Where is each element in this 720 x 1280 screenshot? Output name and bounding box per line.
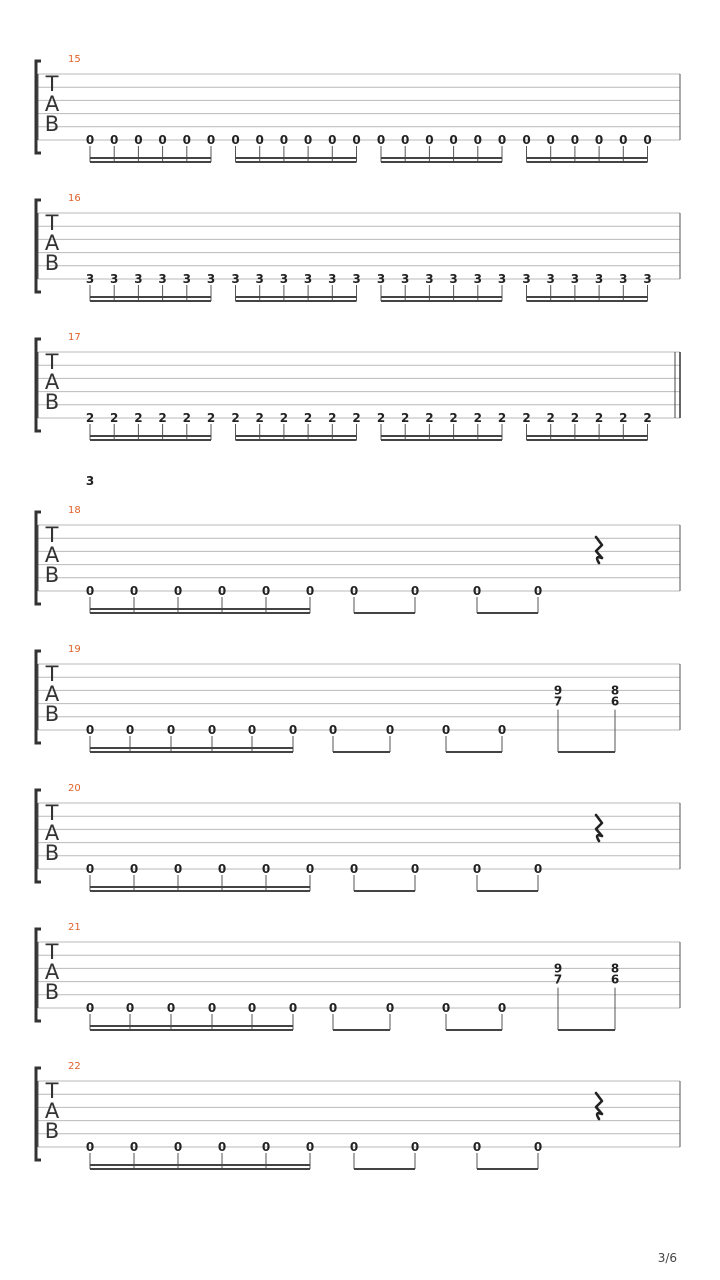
fret-number: 0 <box>533 1140 543 1154</box>
fret-number: 0 <box>255 133 264 147</box>
fret-number: 0 <box>546 133 555 147</box>
tab-clef-letter: T <box>45 801 59 825</box>
fret-number: 3 <box>158 272 167 286</box>
fret-number: 0 <box>85 862 95 876</box>
fret-number: 0 <box>441 723 451 737</box>
fret-number: 0 <box>349 862 359 876</box>
fret-number: 0 <box>207 1001 217 1015</box>
fret-number: 0 <box>533 584 543 598</box>
fret-number: 0 <box>497 133 507 147</box>
fret-number: 2 <box>619 411 628 425</box>
measure-number: 19 <box>68 644 81 655</box>
fret-number: 3 <box>303 272 313 286</box>
fret-number: 3 <box>497 272 507 286</box>
fret-number: 2 <box>643 411 652 425</box>
fret-number: 9 <box>553 961 563 976</box>
section-label: 3 <box>85 474 95 488</box>
tab-system <box>36 474 680 613</box>
fret-number: 0 <box>497 723 507 737</box>
tab-system <box>36 54 680 162</box>
fret-number: 0 <box>410 1140 420 1154</box>
tab-clef-letter: B <box>44 702 60 726</box>
fret-number: 0 <box>522 133 531 147</box>
fret-number: 0 <box>472 1140 482 1154</box>
quarter-rest <box>596 1093 602 1119</box>
measure-number: 21 <box>68 922 81 933</box>
fret-number: 3 <box>182 272 191 286</box>
fret-number: 0 <box>279 133 289 147</box>
fret-number: 0 <box>472 862 482 876</box>
fret-number: 2 <box>279 411 289 425</box>
fret-number: 3 <box>643 272 652 286</box>
tab-system <box>36 644 680 752</box>
fret-number: 7 <box>553 694 563 709</box>
tab-system <box>36 332 680 440</box>
fret-number: 0 <box>261 584 271 598</box>
fret-number: 0 <box>349 584 359 598</box>
tab-clef-letter: T <box>45 1079 59 1103</box>
fret-number: 0 <box>305 862 315 876</box>
tab-clef-letter: A <box>44 370 60 394</box>
fret-number: 3 <box>352 272 361 286</box>
fret-number: 2 <box>449 411 458 425</box>
fret-number: 0 <box>206 133 216 147</box>
fret-number: 0 <box>449 133 458 147</box>
fret-number: 0 <box>173 584 183 598</box>
tab-system <box>36 1061 680 1169</box>
fret-number: 3 <box>279 272 289 286</box>
tab-clef-letter: A <box>44 960 60 984</box>
fret-number: 0 <box>85 133 95 147</box>
fret-number: 0 <box>166 1001 176 1015</box>
fret-number: 0 <box>619 133 628 147</box>
fret-number: 3 <box>425 272 434 286</box>
fret-number: 2 <box>328 411 337 425</box>
fret-number: 3 <box>110 272 119 286</box>
fret-number: 0 <box>129 862 139 876</box>
fret-number: 0 <box>217 862 227 876</box>
fret-number: 0 <box>129 584 139 598</box>
quarter-rest <box>596 537 602 563</box>
tab-system <box>36 193 680 301</box>
fret-number: 6 <box>610 972 620 987</box>
page-number: 3/6 <box>657 1251 677 1265</box>
fret-number: 3 <box>522 272 531 286</box>
tab-clef-letter: B <box>44 390 60 414</box>
tab-clef-letter: T <box>45 523 59 547</box>
measure-number: 22 <box>68 1061 81 1072</box>
fret-number: 6 <box>610 694 620 709</box>
fret-number: 0 <box>410 584 420 598</box>
fret-number: 0 <box>173 862 183 876</box>
fret-number: 0 <box>231 133 240 147</box>
fret-number: 7 <box>553 972 563 987</box>
tab-clef-letter: T <box>45 72 59 96</box>
fret-number: 2 <box>134 411 143 425</box>
fret-number: 0 <box>247 1001 257 1015</box>
fret-number: 3 <box>231 272 240 286</box>
tab-clef-letter: A <box>44 682 60 706</box>
measure-number: 15 <box>68 54 81 65</box>
fret-number: 0 <box>85 1001 95 1015</box>
fret-number: 2 <box>231 411 240 425</box>
fret-number: 2 <box>110 411 119 425</box>
fret-number: 2 <box>352 411 361 425</box>
quarter-rest <box>596 815 602 841</box>
fret-number: 3 <box>255 272 264 286</box>
fret-number: 0 <box>401 133 410 147</box>
fret-number: 0 <box>158 133 167 147</box>
fret-number: 0 <box>134 133 143 147</box>
fret-number: 3 <box>594 272 604 286</box>
fret-number: 0 <box>305 1140 315 1154</box>
fret-number: 0 <box>497 1001 507 1015</box>
fret-number: 2 <box>182 411 191 425</box>
fret-number: 0 <box>217 584 227 598</box>
fret-number: 0 <box>261 1140 271 1154</box>
fret-number: 0 <box>261 862 271 876</box>
tab-clef-letter: T <box>45 211 59 235</box>
fret-number: 0 <box>410 862 420 876</box>
fret-number: 3 <box>134 272 143 286</box>
fret-number: 2 <box>425 411 434 425</box>
fret-number: 0 <box>570 133 580 147</box>
fret-number: 0 <box>594 133 604 147</box>
fret-number: 0 <box>125 1001 135 1015</box>
tab-clef-letter: A <box>44 92 60 116</box>
fret-number: 2 <box>570 411 580 425</box>
tab-system <box>36 922 680 1030</box>
measure-number: 20 <box>68 783 81 794</box>
measure-number: 17 <box>68 332 81 343</box>
fret-number: 0 <box>85 1140 95 1154</box>
fret-number: 8 <box>610 961 620 976</box>
fret-number: 0 <box>288 1001 298 1015</box>
fret-number: 3 <box>328 272 337 286</box>
fret-number: 0 <box>533 862 543 876</box>
fret-number: 3 <box>546 272 555 286</box>
fret-number: 0 <box>376 133 386 147</box>
fret-number: 2 <box>158 411 167 425</box>
fret-number: 2 <box>497 411 507 425</box>
fret-number: 2 <box>303 411 313 425</box>
measure-number: 18 <box>68 505 81 516</box>
fret-number: 0 <box>385 723 395 737</box>
fret-number: 0 <box>85 723 95 737</box>
tab-system <box>36 783 680 891</box>
fret-number: 2 <box>206 411 216 425</box>
fret-number: 3 <box>449 272 458 286</box>
fret-number: 3 <box>473 272 482 286</box>
tab-clef-letter: B <box>44 841 60 865</box>
fret-number: 0 <box>352 133 361 147</box>
fret-number: 0 <box>207 723 217 737</box>
fret-number: 0 <box>328 133 337 147</box>
fret-number: 0 <box>129 1140 139 1154</box>
tab-clef-letter: T <box>45 662 59 686</box>
fret-number: 0 <box>305 584 315 598</box>
fret-number: 0 <box>173 1140 183 1154</box>
fret-number: 2 <box>473 411 482 425</box>
fret-number: 3 <box>206 272 216 286</box>
fret-number: 0 <box>441 1001 451 1015</box>
tab-clef-letter: B <box>44 1119 60 1143</box>
fret-number: 2 <box>546 411 555 425</box>
tab-clef-letter: B <box>44 251 60 275</box>
fret-number: 0 <box>473 133 482 147</box>
fret-number: 3 <box>401 272 410 286</box>
tab-clef-letter: B <box>44 980 60 1004</box>
fret-number: 2 <box>522 411 531 425</box>
fret-number: 3 <box>619 272 628 286</box>
fret-number: 0 <box>643 133 652 147</box>
fret-number: 2 <box>85 411 95 425</box>
tab-clef-letter: A <box>44 1099 60 1123</box>
fret-number: 0 <box>328 1001 338 1015</box>
fret-number: 0 <box>217 1140 227 1154</box>
fret-number: 2 <box>376 411 386 425</box>
fret-number: 0 <box>85 584 95 598</box>
fret-number: 0 <box>125 723 135 737</box>
fret-number: 0 <box>182 133 191 147</box>
tab-clef-letter: A <box>44 231 60 255</box>
fret-number: 0 <box>247 723 257 737</box>
fret-number: 0 <box>425 133 434 147</box>
fret-number: 0 <box>349 1140 359 1154</box>
tab-clef-letter: T <box>45 940 59 964</box>
measure-number: 16 <box>68 193 81 204</box>
fret-number: 0 <box>166 723 176 737</box>
fret-number: 0 <box>303 133 313 147</box>
fret-number: 3 <box>570 272 580 286</box>
fret-number: 0 <box>288 723 298 737</box>
fret-number: 3 <box>376 272 386 286</box>
tab-clef-letter: A <box>44 821 60 845</box>
tab-clef-letter: A <box>44 543 60 567</box>
tab-clef-letter: B <box>44 112 60 136</box>
fret-number: 0 <box>385 1001 395 1015</box>
tab-clef-letter: T <box>45 350 59 374</box>
fret-number: 0 <box>472 584 482 598</box>
fret-number: 0 <box>110 133 119 147</box>
fret-number: 2 <box>594 411 604 425</box>
fret-number: 3 <box>85 272 95 286</box>
fret-number: 2 <box>401 411 410 425</box>
tab-clef-letter: B <box>44 563 60 587</box>
fret-number: 8 <box>610 683 620 698</box>
fret-number: 2 <box>255 411 264 425</box>
fret-number: 0 <box>328 723 338 737</box>
fret-number: 9 <box>553 683 563 698</box>
